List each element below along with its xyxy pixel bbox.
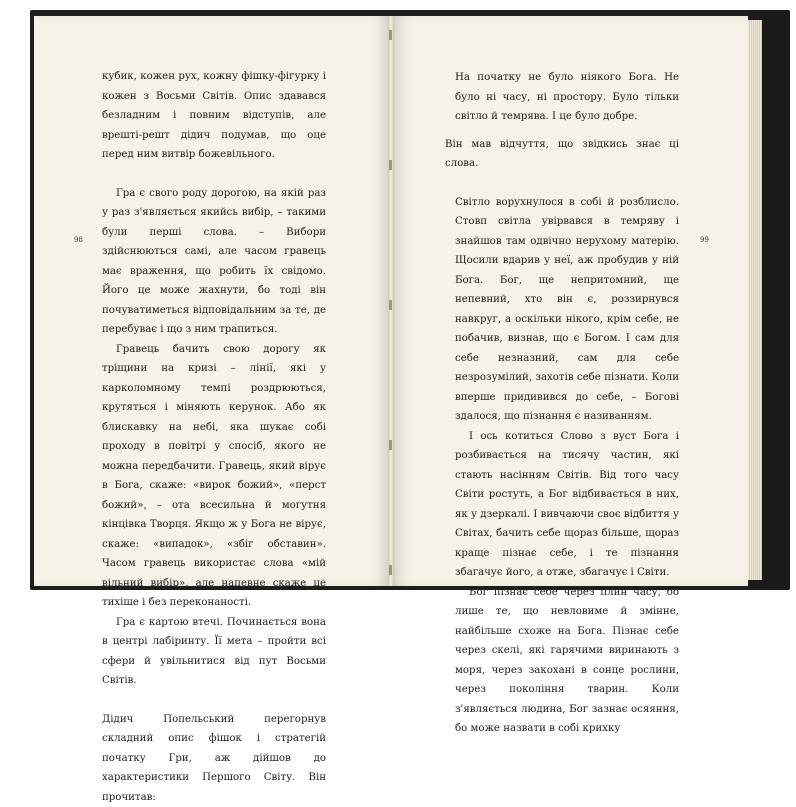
binding-stitch	[389, 440, 392, 450]
paragraph: Бог пізнає себе через плин часу, бо лише те, що невловиме й змінне, найбільше схоже на Бога. Пізнає себе через скелі, які гарячими виринають з моря, через закохані в сонце рослини, через покоління тварин. Коли з'являється людина, Бог зазнає осяяння, бо може назвати в собі крихку	[455, 583, 679, 739]
paragraph: Гра є картою втечі. Починається вона в центрі лабіринту. Її мета – пройти всі сфери й увільнитися від пут Восьми Світів.	[102, 613, 326, 691]
paragraph: Гравець бачить свою дорогу як тріщини на кризі – лінії, які у карколомному темпі роздрюються, крутяться і міняють керунок. Або як блискавку на небі, яка шукає собі проходу в повітрі у спосіб, якого не можна передбачити. Гравець, який вірує в Бога, скаже: «вирок божий», «перст божий», – ота всесильна й могутня кінцівка Творця. Якщо ж у Бога не вірує, скаже: «випадок», «збіг обставин». Часом гравець використає слова «мій вільний вибір», але напевне скаже це тихіше і без переконаності.	[102, 340, 326, 613]
page-number-right: 99	[700, 236, 709, 244]
paragraph: Світло ворухнулося в собі й розблисло. Стовп світла увірвався в темряву і знайшов там одвічно нерухому матерію. Щосили вдарив у неї, аж пробудив у ній Бога. Бог, ще непритомний, ще непевний, хто він є, роззирнувся навкруг, а оскільки нікого, крім себе, не побачив, визнав, що є Богом. І сам для себе незназний, сам для себе незрозумілий, захотів себе пізнати. Коли вперше придивився до себе, – Богові здалося, що пізнання є називанням.	[455, 193, 679, 427]
paragraph: кубик, кожен рух, кожну фішку-фігурку і кожен з Восьми Світів. Опис здавався безладним і повним відступів, але врешті-решт дідич подумав, що оце перед ним витвір божевільного.	[102, 67, 326, 165]
paragraph: Він мав відчуття, що звідкись знає ці слова.	[445, 135, 679, 174]
right-page-text	[455, 68, 679, 739]
binding-stitch	[389, 30, 392, 40]
binding-stitch	[389, 160, 392, 170]
page-number-left: 98	[74, 236, 83, 244]
binding-stitch	[389, 300, 392, 310]
paragraph: І ось котиться Слово з вуст Бога і розбивається на тисячу частин, які стають насінням Світів. Від того часу Світи ростуть, а Бог відбивається в них, як у дзеркалі. І вивчаючи своє відбиття у Світах, бачить себе щораз більше, щораз краще пізнає себе, і те пізнання збагачує його, а отже, збагачує і Світи.	[455, 427, 679, 583]
paragraph: Гра є свого роду дорогою, на якій раз у раз з'являється якийсь вибір, – такими були перші слова. – Вибори здійснюються самі, але часом гравець має враження, що робить їх свідомо. Його це може жахнути, бо тоді він почуватиметься відповідальним за те, де перебуває і що з ним трапиться.	[102, 184, 326, 340]
left-page-text	[102, 67, 326, 807]
paragraph: На початку не було ніякого Бога. Не було ні часу, ні простору. Було тільки світло й темрява. І це було добре.	[455, 68, 679, 127]
page-edges	[748, 20, 762, 580]
binding-stitch	[389, 565, 392, 575]
paragraph: Дідич Попельський перегорнув складний опис фішок і стратегій початку Гри, аж дійшов до характеристики Першого Світу. Він прочитав:	[102, 710, 326, 807]
